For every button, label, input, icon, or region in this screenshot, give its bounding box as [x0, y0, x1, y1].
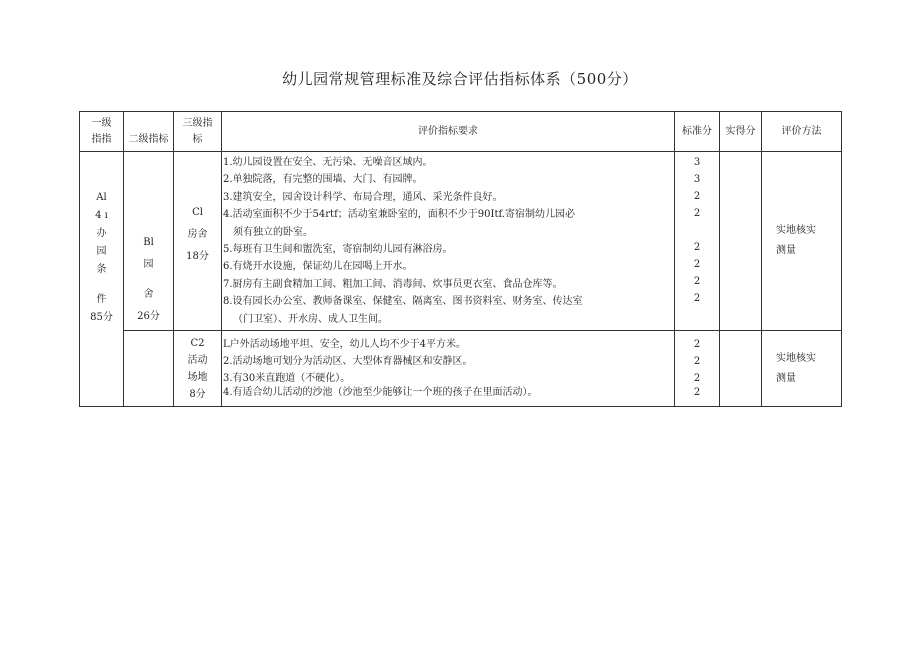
list-item: 4.活动室面积不少于54rtf；活动室兼卧室的，面积不少于90Itf.寄宿制幼儿园必	[223, 209, 575, 221]
cell-a1: Al 4 ı 办 园 条 件 85分	[80, 152, 124, 407]
score: 2	[693, 242, 701, 253]
score: 2	[693, 191, 701, 202]
header-actual-score: 实得分	[720, 112, 762, 152]
header-level1: 一级 指指	[80, 112, 124, 152]
list-item: 6.有烧开水设施，保证幼儿在园喝上开水。	[223, 261, 413, 273]
cell-c2-actual	[720, 331, 762, 407]
cell-c2-requirements	[222, 331, 675, 407]
list-item: 3.建筑安全，园舍设计科学、布局合理，通风、采光条件良好。	[223, 191, 503, 203]
list-item: 4.有适合幼儿活动的沙池（沙池至少能够让一个班的孩子在里面活动）。	[223, 387, 538, 399]
cell-c1-method: 实地核实 测量	[762, 152, 842, 331]
score: 2	[693, 293, 701, 304]
table-row-c2	[80, 331, 842, 407]
cell-c1-scores	[675, 152, 720, 331]
list-item: 5.每班有卫生间和盥洗室，寄宿制幼儿园有淋浴房。	[223, 244, 453, 256]
header-level3: 三级指 标	[174, 112, 222, 152]
page-title: 幼儿园常规管理标准及综合评估指标体系（500分）	[282, 70, 638, 88]
list-item: 须有独立的卧室。	[233, 226, 313, 238]
evaluation-table	[79, 111, 842, 407]
cell-c2-label: C2 活动 场地 8分	[174, 331, 222, 407]
score	[675, 222, 719, 239]
cell-c2-scores	[675, 331, 720, 407]
list-item: 7.厨房有主副食精加工间、粗加工间、消毒间、炊事员更衣室、食品仓库等。	[223, 278, 563, 290]
score: 2	[693, 259, 701, 270]
score: 2	[693, 208, 701, 219]
cell-c1-actual	[720, 152, 762, 331]
list-item: 2.单独院落，有完整的围墙、大门、有园牌。	[223, 174, 423, 186]
header-standard-score: 标准分	[675, 112, 720, 152]
score: 2	[693, 339, 701, 351]
table-row-c1	[80, 152, 842, 331]
cell-c2-method: 实地核实 测量	[762, 331, 842, 407]
score: 2	[693, 387, 701, 399]
score: 2	[693, 276, 701, 287]
cell-c1-label: Cl 房舍 18分	[174, 152, 222, 331]
list-item: 3.有30米直跑道（不硬化）。	[223, 373, 351, 385]
list-item: 8.设有园长办公室、教师备课室、保健室、隔离室、图书资料室、财务室、传达室	[223, 296, 583, 308]
cell-b1-continuation	[124, 331, 174, 407]
header-method: 评价方法	[762, 112, 842, 152]
header-requirements: 评价指标要求	[222, 112, 675, 152]
list-item: 1.幼儿园设置在安全、无污染、无噪音区域内。	[223, 157, 433, 168]
score: 2	[693, 356, 701, 368]
cell-b1: Bl 园 舍 26分	[124, 152, 174, 331]
list-item: （门卫室）、开水房、成人卫生间。	[233, 313, 388, 325]
score	[675, 307, 719, 324]
list-item: L户外活动场地平坦、安全，幼儿人均不少于4平方米。	[223, 339, 467, 351]
score: 2	[693, 373, 701, 385]
header-row	[80, 112, 842, 152]
score: 3	[693, 174, 701, 185]
header-level2: 二级指标	[124, 112, 174, 152]
score: 3	[693, 157, 701, 168]
cell-c1-requirements	[222, 152, 675, 331]
list-item: 2.活动场地可划分为活动区、大型体育器械区和安静区。	[223, 356, 473, 368]
